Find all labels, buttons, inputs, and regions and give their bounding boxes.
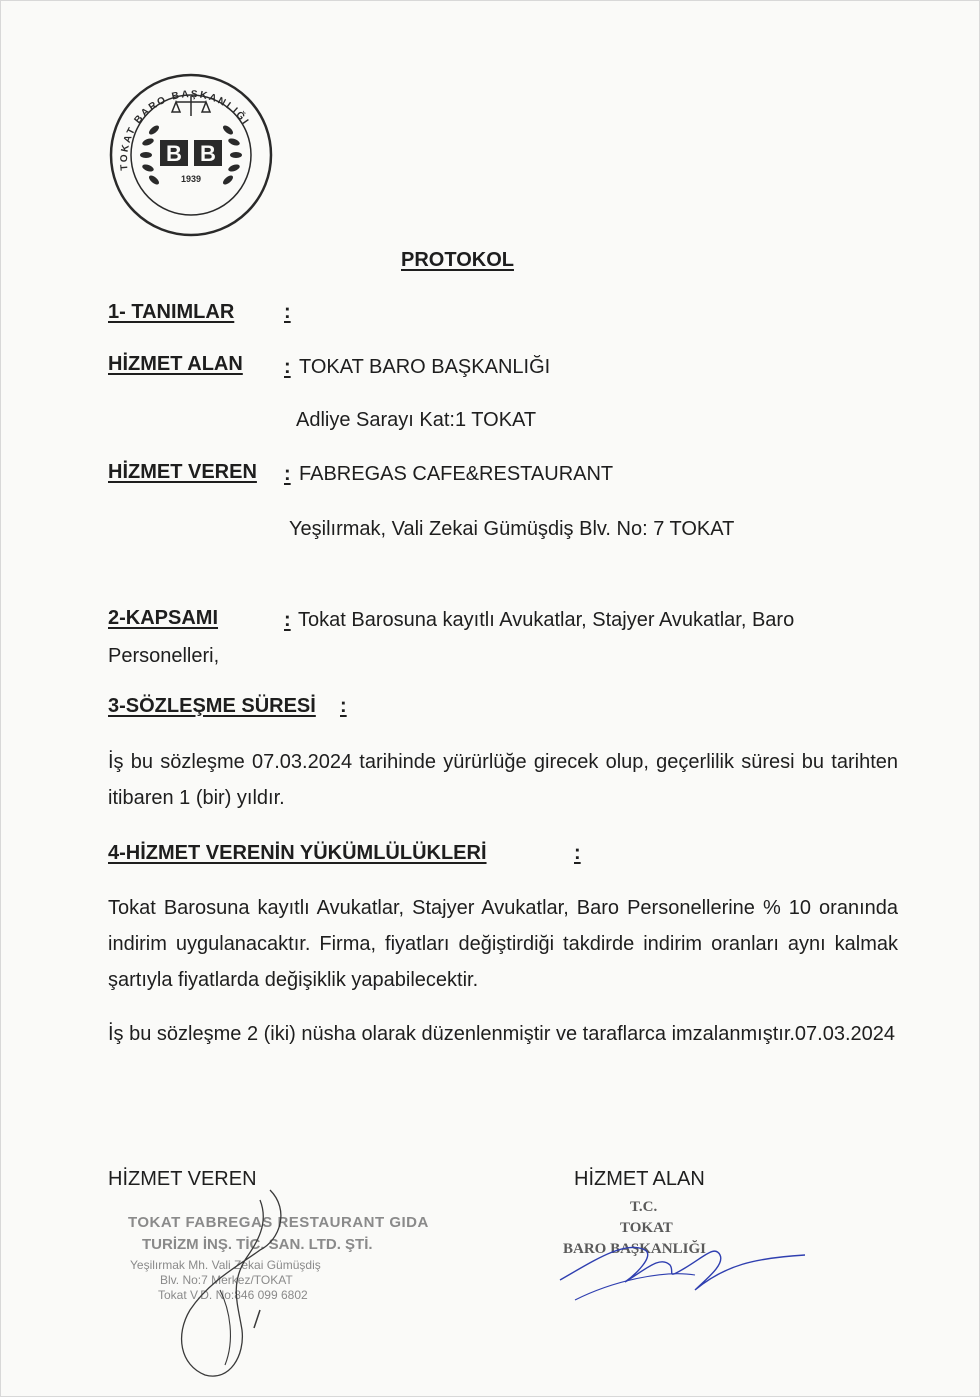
service-receiver-label: HİZMET ALAN bbox=[108, 353, 243, 375]
receiver-signature-label: HİZMET ALAN bbox=[574, 1168, 705, 1190]
service-receiver-colon: : bbox=[284, 356, 291, 378]
closing-text: İş bu sözleşme 2 (iki) nüsha olarak düzenlenmiştir ve taraflarca imzalanmıştır.07.03.2024 bbox=[108, 1023, 896, 1045]
seal-ring-text: TOKAT BARO BAŞKANLIĞI bbox=[118, 88, 252, 171]
stamp-line: BARO BAŞKANLIĞI bbox=[563, 1241, 706, 1257]
service-provider-colon: : bbox=[284, 463, 291, 485]
section2-text-line1: Tokat Barosuna kayıtlı Avukatlar, Stajyer Avukatlar, Baro bbox=[298, 609, 795, 631]
section4-text: Tokat Barosuna kayıtlı Avukatlar, Stajyer Avukatlar, Baro Personellerine % 10 oranında indirim uygulanacaktır. Firma, fiyatları değiştirdiği takdirde indirim oranları aynı kalmak şartıyla fiyatlarda değişiklik yapabilecektir. bbox=[108, 897, 898, 991]
section2-text-line2: Personelleri, bbox=[108, 645, 220, 667]
service-receiver-address: Adliye Sarayı Kat:1 TOKAT bbox=[296, 409, 537, 431]
stamp-line: TOKAT FABREGAS RESTAURANT GIDA bbox=[128, 1214, 429, 1231]
seal-initial-right: B bbox=[200, 141, 216, 166]
section3-colon: : bbox=[340, 695, 347, 717]
service-receiver-name: TOKAT BARO BAŞKANLIĞI bbox=[299, 356, 551, 378]
stamp-line: Tokat V.D. No:846 099 6802 bbox=[158, 1288, 308, 1302]
service-provider-name: FABREGAS CAFE&RESTAURANT bbox=[299, 463, 614, 485]
section1-heading: 1- TANIMLAR bbox=[108, 301, 235, 323]
stamp-line: TOKAT bbox=[620, 1220, 673, 1236]
stamp-line: T.C. bbox=[630, 1199, 658, 1215]
stamp-line: Blv. No:7 Merkez/TOKAT bbox=[160, 1273, 293, 1287]
provider-signature-label: HİZMET VEREN bbox=[108, 1168, 257, 1190]
section3-text: İş bu sözleşme 07.03.2024 tarihinde yürürlüğe girecek olup, geçerlilik süresi bu tarihten itibaren 1 (bir) yıldır. bbox=[108, 751, 898, 809]
service-provider-label: HİZMET VEREN bbox=[108, 461, 257, 483]
seal-year: 1939 bbox=[180, 174, 202, 184]
provider-signature-scribble bbox=[150, 1170, 310, 1390]
section2-colon: : bbox=[284, 609, 291, 631]
receiver-signature-scribble bbox=[555, 1220, 815, 1310]
section1-heading-colon: : bbox=[284, 301, 291, 323]
section4-heading: 4-HİZMET VERENİN YÜKÜMLÜLÜKLERİ bbox=[108, 842, 487, 864]
bar-association-seal bbox=[108, 72, 274, 238]
section4-colon: : bbox=[574, 842, 581, 864]
seal-initial-left: B bbox=[166, 141, 182, 166]
service-provider-address: Yeşilırmak, Vali Zekai Gümüşdiş Blv. No: 7 TOKAT bbox=[289, 518, 735, 540]
document-title: PROTOKOL bbox=[401, 249, 514, 271]
stamp-line: Yeşilırmak Mh. Vali Zekai Gümüşdiş bbox=[130, 1258, 321, 1272]
stamp-line: TURİZM İNŞ. TİC. SAN. LTD. ŞTİ. bbox=[142, 1236, 373, 1253]
section2-heading: 2-KAPSAMI bbox=[108, 607, 219, 629]
section3-heading: 3-SÖZLEŞME SÜRESİ bbox=[108, 695, 316, 717]
